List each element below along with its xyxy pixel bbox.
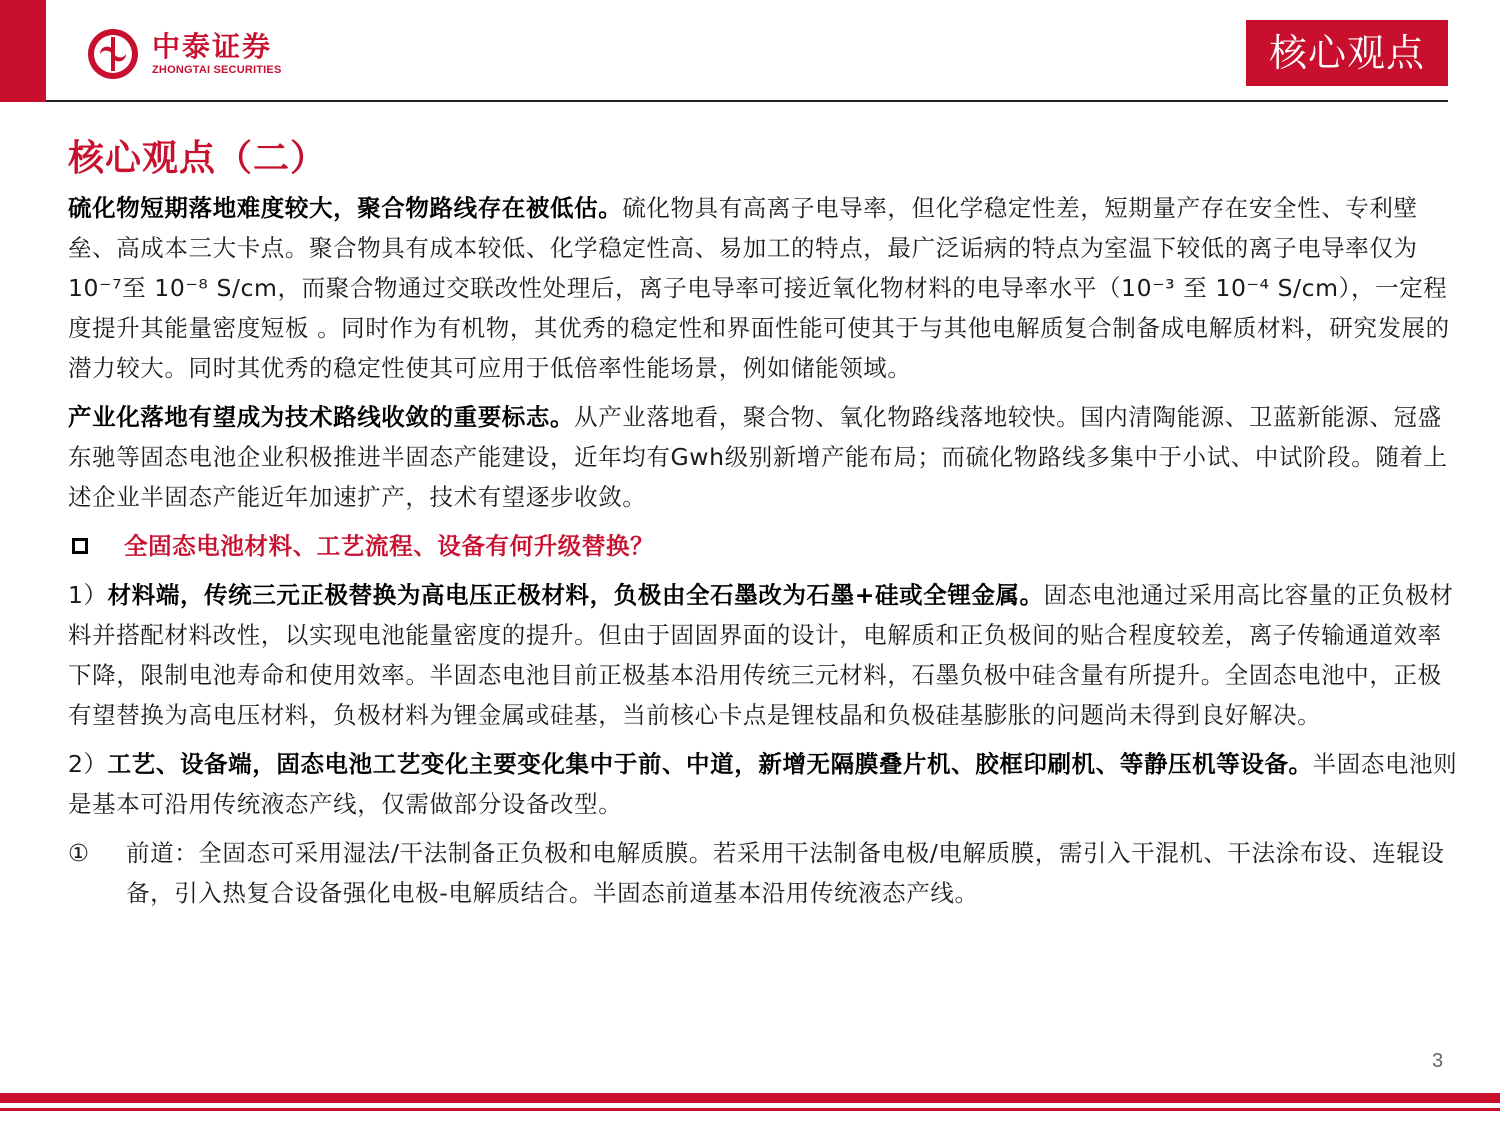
paragraph-polymer-body: 硫化物具有高离子电导率，但化学稳定性差，短期量产存在安全性、专利壁垒、高成本三大卡点。聚合物具有成本较低、化学稳定性高、易加工的特点，最广泛诟病的特点为室温下较低的离子电导率仅为10⁻⁷至 10⁻⁸ S/cm，而聚合物通过交联改性处理后，离子电导率可接近氧化物材料的电导率水平（10⁻³ 至 10⁻⁴ S/cm），一定程度提升其能量密度短板 。同时作为有机物，其优秀的稳定性和界面性能可使其于与其他电解质复合制备成电解质材料，研究发展的潜力较大。同时其优秀的稳定性使其可应用于低倍率性能场景，例如储能领域。: [68, 194, 1450, 382]
header-divider: [46, 100, 1448, 102]
left-accent-strip: [0, 0, 46, 102]
question-text: 全固态电池材料、工艺流程、设备有何升级替换？: [124, 532, 655, 560]
footer-bar: [0, 1093, 1500, 1103]
paragraph-materials-lead: 材料端，传统三元正极替换为高电压正极材料，负极由全石墨改为石墨+硅或全锂金属。: [107, 581, 1044, 609]
paragraph-polymer-lead: 硫化物短期落地难度较大，聚合物路线存在被低估。: [68, 194, 623, 222]
paragraph-process-lead: 工艺、设备端，固态电池工艺变化主要变化集中于前、中道，新增无隔膜叠片机、胶框印刷机、等静压机等设备。: [107, 750, 1313, 778]
footer-line: [0, 1108, 1500, 1111]
company-logo: [86, 26, 282, 82]
logo-english-name: ZHONGTAI SECURITIES: [152, 64, 282, 76]
paragraph-materials: [68, 575, 1463, 735]
page-number: 3: [1432, 1050, 1444, 1072]
paragraph-industrialization-lead: 产业化落地有望成为技术路线收敛的重要标志。: [68, 403, 575, 431]
paragraph-process: [68, 744, 1463, 824]
question-heading: [68, 526, 1463, 566]
main-content: [68, 188, 1463, 922]
paragraph-industrialization-body: 从产业落地看，聚合物、氧化物路线落地较快。国内清陶能源、卫蓝新能源、冠盛东驰等固态电池企业积极推进半固态产能建设，近年均有Gwh级别新增产能布局；而硫化物路线多集中于小试、中试阶段。随着上述企业半固态产能近年加速扩产，技术有望逐步收敛。: [68, 403, 1448, 511]
paragraph-polymer: [68, 188, 1463, 388]
paragraph-process-body: 半固态电池则是基本可沿用传统液态产线，仅需做部分设备改型。: [68, 750, 1458, 818]
list-item-text: 前道：全固态可采用湿法/干法制备正负极和电解质膜。若采用干法制备电极/电解质膜，需引入干混机、干法涂布设、连辊设备，引入热复合设备强化电极-电解质结合。半固态前道基本沿用传统液态产线。: [126, 839, 1445, 907]
paragraph-process-prefix: 2）: [68, 750, 108, 778]
logo-chinese-name: 中泰证券: [152, 30, 273, 63]
zhongtai-logo-icon: [86, 27, 140, 81]
square-bullet-icon: [72, 538, 88, 554]
list-item: [68, 833, 1463, 913]
paragraph-materials-body: 固态电池通过采用高比容量的正负极材料并搭配材料改性，以实现电池能量密度的提升。但由于固固界面的设计，电解质和正负极间的贴合程度较差，离子传输通道效率下降，限制电池寿命和使用效率。半固态电池目前正极基本沿用传统三元材料，石墨负极中硅含量有所提升。全固态电池中，正极有望替换为高电压材料，负极材料为锂金属或硅基，当前核心卡点是锂枝晶和负极硅基膨胀的问题尚未得到良好解决。: [68, 581, 1454, 729]
page-title: 核心观点（二）: [68, 138, 328, 179]
section-badge: 核心观点: [1246, 20, 1448, 86]
paragraph-materials-prefix: 1）: [68, 581, 108, 609]
paragraph-industrialization: [68, 397, 1463, 517]
list-item-number: ①: [68, 839, 90, 867]
